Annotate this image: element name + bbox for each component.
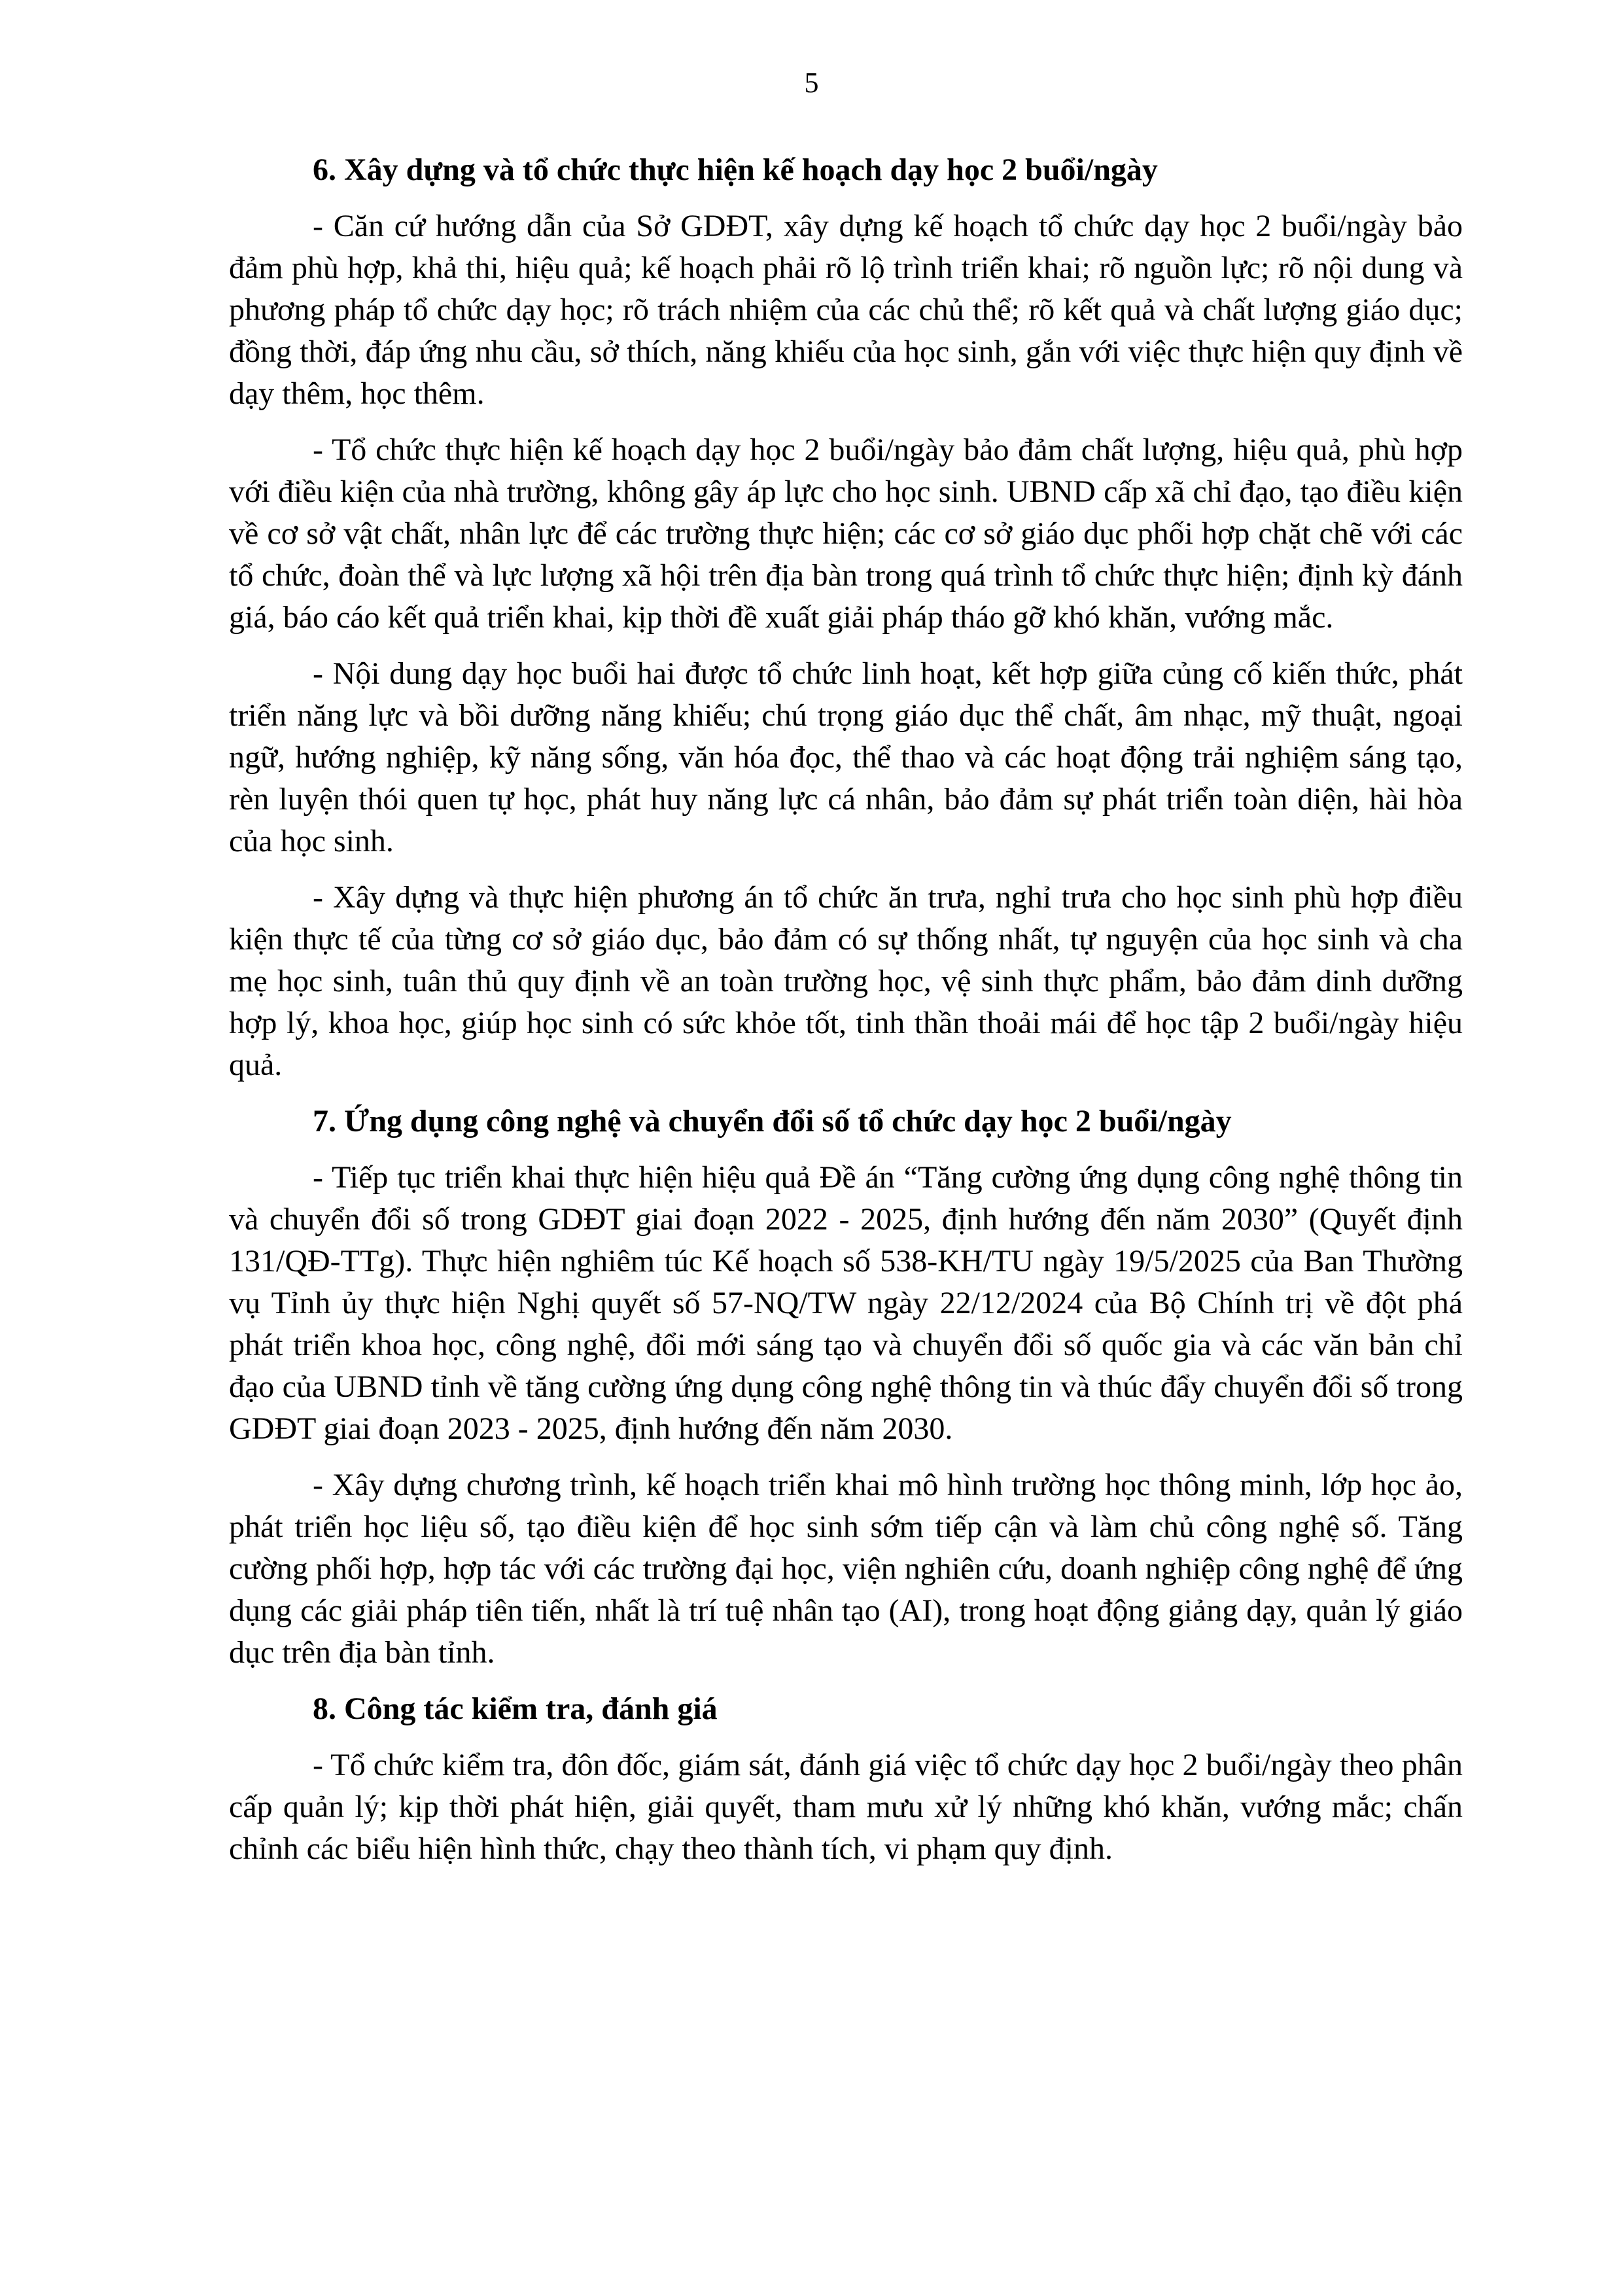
paragraph: - Căn cứ hướng dẫn của Sở GDĐT, xây dựng kế hoạch tổ chức dạy học 2 buổi/ngày bảo đảm phù hợp, khả thi, hiệu quả; kế hoạch phải rõ lộ trình triển khai; rõ nguồn lực; rõ nội dung và phương pháp tổ chức dạy học; rõ trách nhiệm của các chủ thể; rõ kết quả và chất lượng giáo dục; đồng thời, đáp ứng nhu cầu, sở thích, năng khiếu của học sinh, gắn với việc thực hiện quy định về dạy thêm, học thêm. xyxy=(229,209,1463,411)
section-heading: 6. Xây dựng và tổ chức thực hiện kế hoạch dạy học 2 buổi/ngày xyxy=(313,152,1158,187)
section-heading: 7. Ứng dụng công nghệ và chuyển đổi số tổ chức dạy học 2 buổi/ngày xyxy=(313,1104,1232,1139)
paragraph: - Tổ chức kiểm tra, đôn đốc, giám sát, đánh giá việc tổ chức dạy học 2 buổi/ngày theo phân cấp quản lý; kịp thời phát hiện, giải quyết, tham mưu xử lý những khó khăn, vướng mắc; chấn chỉnh các biểu hiện hình thức, chạy theo thành tích, vi phạm quy định. xyxy=(229,1748,1463,1866)
paragraph: - Tổ chức thực hiện kế hoạch dạy học 2 buổi/ngày bảo đảm chất lượng, hiệu quả, phù hợp với điều kiện của nhà trường, không gây áp lực cho học sinh. UBND cấp xã chỉ đạo, tạo điều kiện về cơ sở vật chất, nhân lực để các trường thực hiện; các cơ sở giáo dục phối hợp chặt chẽ với các tổ chức, đoàn thể và lực lượng xã hội trên địa bàn trong quá trình tổ chức thực hiện; định kỳ đánh giá, báo cáo kết quả triển khai, kịp thời đề xuất giải pháp tháo gỡ khó khăn, vướng mắc. xyxy=(229,433,1463,635)
page-number: 5 xyxy=(804,67,819,99)
paragraph: - Tiếp tục triển khai thực hiện hiệu quả Đề án “Tăng cường ứng dụng công nghệ thông tin và chuyển đổi số trong GDĐT giai đoạn 2022 - 2025, định hướng đến năm 2030” (Quyết định 131/QĐ-TTg). Thực hiện nghiêm túc Kế hoạch số 538-KH/TU ngày 19/5/2025 của Ban Thường vụ Tỉnh ủy thực hiện Nghị quyết số 57-NQ/TW ngày 22/12/2024 của Bộ Chính trị về đột phá phát triển khoa học, công nghệ, đổi mới sáng tạo và chuyển đổi số quốc gia và các văn bản chỉ đạo của UBND tỉnh về tăng cường ứng dụng công nghệ thông tin và thúc đẩy chuyển đổi số trong GDĐT giai đoạn 2023 - 2025, định hướng đến năm 2030. xyxy=(229,1160,1463,1446)
paragraph: - Xây dựng chương trình, kế hoạch triển khai mô hình trường học thông minh, lớp học ảo, phát triển học liệu số, tạo điều kiện để học sinh sớm tiếp cận và làm chủ công nghệ số. Tăng cường phối hợp, hợp tác với các trường đại học, viện nghiên cứu, doanh nghiệp công nghệ để ứng dụng các giải pháp tiên tiến, nhất là trí tuệ nhân tạo (AI), trong hoạt động giảng dạy, quản lý giáo dục trên địa bàn tỉnh. xyxy=(229,1468,1463,1670)
section-heading: 8. Công tác kiểm tra, đánh giá xyxy=(313,1691,718,1726)
section-6 xyxy=(229,149,1463,1086)
section-7 xyxy=(229,1101,1463,1674)
paragraph: - Xây dựng và thực hiện phương án tổ chức ăn trưa, nghỉ trưa cho học sinh phù hợp điều kiện thực tế của từng cơ sở giáo dục, bảo đảm có sự thống nhất, tự nguyện của học sinh và cha mẹ học sinh, tuân thủ quy định về an toàn trường học, vệ sinh thực phẩm, bảo đảm dinh dưỡng hợp lý, khoa học, giúp học sinh có sức khỏe tốt, tinh thần thoải mái để học tập 2 buổi/ngày hiệu quả. xyxy=(229,880,1463,1082)
document-body xyxy=(229,149,1463,1884)
section-8 xyxy=(229,1688,1463,1870)
paragraph: - Nội dung dạy học buổi hai được tổ chức linh hoạt, kết hợp giữa củng cố kiến thức, phát triển năng lực và bồi dưỡng năng khiếu; chú trọng giáo dục thể chất, âm nhạc, mỹ thuật, ngoại ngữ, hướng nghiệp, kỹ năng sống, văn hóa đọc, thể thao và các hoạt động trải nghiệm sáng tạo, rèn luyện thói quen tự học, phát huy năng lực cá nhân, bảo đảm sự phát triển toàn diện, hài hòa của học sinh. xyxy=(229,656,1463,858)
